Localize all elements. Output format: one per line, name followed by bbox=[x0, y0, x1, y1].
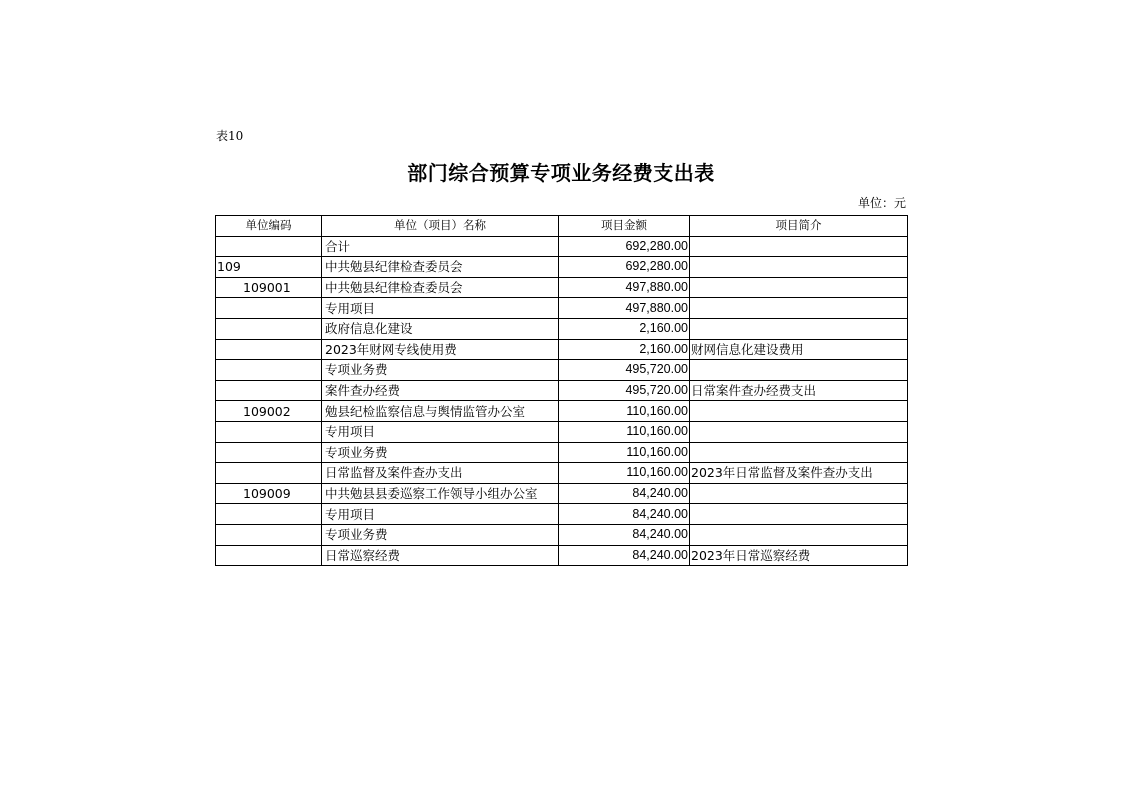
cell-project-intro bbox=[690, 257, 908, 278]
cell-project-intro bbox=[690, 524, 908, 545]
cell-unit-code bbox=[216, 463, 322, 484]
cell-project-intro bbox=[690, 504, 908, 525]
cell-project-intro bbox=[690, 277, 908, 298]
table-row bbox=[216, 504, 908, 525]
cell-unit-code: 109009 bbox=[216, 483, 322, 504]
cell-unit-name: 专用项目 bbox=[322, 421, 559, 442]
table-row bbox=[216, 442, 908, 463]
table-row bbox=[216, 298, 908, 319]
cell-project-intro: 2023年日常监督及案件查办支出 bbox=[690, 463, 908, 484]
cell-unit-name: 专项业务费 bbox=[322, 524, 559, 545]
table-row bbox=[216, 545, 908, 566]
table-header-row bbox=[216, 216, 908, 237]
cell-unit-code bbox=[216, 339, 322, 360]
table-row bbox=[216, 339, 908, 360]
cell-project-intro bbox=[690, 298, 908, 319]
table-row bbox=[216, 380, 908, 401]
cell-project-intro bbox=[690, 318, 908, 339]
table-row bbox=[216, 277, 908, 298]
cell-unit-code bbox=[216, 504, 322, 525]
cell-unit-name: 合计 bbox=[322, 236, 559, 257]
cell-project-intro: 2023年日常巡察经费 bbox=[690, 545, 908, 566]
cell-amount: 2,160.00 bbox=[559, 339, 690, 360]
unit-label: 单位：元 bbox=[857, 196, 906, 210]
table-row bbox=[216, 360, 908, 381]
cell-project-intro bbox=[690, 360, 908, 381]
cell-unit-name: 日常监督及案件查办支出 bbox=[322, 463, 559, 484]
cell-amount: 495,720.00 bbox=[559, 380, 690, 401]
cell-project-intro: 日常案件查办经费支出 bbox=[690, 380, 908, 401]
cell-unit-name: 2023年财网专线使用费 bbox=[322, 339, 559, 360]
cell-unit-name: 勉县纪检监察信息与舆情监管办公室 bbox=[322, 401, 559, 422]
cell-project-intro bbox=[690, 483, 908, 504]
cell-unit-name: 政府信息化建设 bbox=[322, 318, 559, 339]
page-title: 部门综合预算专项业务经费支出表 bbox=[407, 161, 715, 185]
header-name: 单位（项目）名称 bbox=[322, 216, 559, 237]
cell-unit-name: 专项业务费 bbox=[322, 442, 559, 463]
cell-project-intro bbox=[690, 421, 908, 442]
cell-unit-name: 中共勉县县委巡察工作领导小组办公室 bbox=[322, 483, 559, 504]
cell-unit-name: 专用项目 bbox=[322, 504, 559, 525]
cell-amount: 110,160.00 bbox=[559, 401, 690, 422]
cell-amount: 84,240.00 bbox=[559, 524, 690, 545]
cell-unit-code: 109 bbox=[216, 257, 322, 278]
table-body bbox=[216, 236, 908, 566]
table-row bbox=[216, 463, 908, 484]
table-row bbox=[216, 257, 908, 278]
cell-project-intro bbox=[690, 442, 908, 463]
table-row bbox=[216, 401, 908, 422]
cell-unit-code bbox=[216, 545, 322, 566]
cell-unit-code bbox=[216, 421, 322, 442]
cell-amount: 495,720.00 bbox=[559, 360, 690, 381]
cell-amount: 497,880.00 bbox=[559, 298, 690, 319]
cell-amount: 84,240.00 bbox=[559, 504, 690, 525]
cell-unit-code bbox=[216, 442, 322, 463]
cell-unit-code bbox=[216, 380, 322, 401]
cell-project-intro bbox=[690, 401, 908, 422]
budget-table bbox=[215, 215, 908, 566]
cell-unit-code bbox=[216, 236, 322, 257]
cell-project-intro bbox=[690, 236, 908, 257]
cell-project-intro: 财网信息化建设费用 bbox=[690, 339, 908, 360]
cell-amount: 84,240.00 bbox=[559, 545, 690, 566]
table-row bbox=[216, 421, 908, 442]
header-intro: 项目简介 bbox=[690, 216, 908, 237]
cell-unit-name: 专项业务费 bbox=[322, 360, 559, 381]
header-code: 单位编码 bbox=[216, 216, 322, 237]
cell-unit-code bbox=[216, 318, 322, 339]
table-number: 表10 bbox=[216, 129, 244, 143]
header-amount: 项目金额 bbox=[559, 216, 690, 237]
cell-amount: 110,160.00 bbox=[559, 463, 690, 484]
table-row bbox=[216, 524, 908, 545]
cell-amount: 110,160.00 bbox=[559, 442, 690, 463]
table-row bbox=[216, 318, 908, 339]
cell-amount: 2,160.00 bbox=[559, 318, 690, 339]
cell-unit-code: 109001 bbox=[216, 277, 322, 298]
cell-amount: 692,280.00 bbox=[559, 257, 690, 278]
cell-amount: 110,160.00 bbox=[559, 421, 690, 442]
cell-unit-name: 中共勉县纪律检查委员会 bbox=[322, 277, 559, 298]
cell-unit-code bbox=[216, 524, 322, 545]
table-row bbox=[216, 236, 908, 257]
cell-unit-name: 日常巡察经费 bbox=[322, 545, 559, 566]
cell-unit-code: 109002 bbox=[216, 401, 322, 422]
cell-unit-name: 案件查办经费 bbox=[322, 380, 559, 401]
cell-amount: 497,880.00 bbox=[559, 277, 690, 298]
cell-unit-code bbox=[216, 360, 322, 381]
cell-unit-name: 中共勉县纪律检查委员会 bbox=[322, 257, 559, 278]
table-row bbox=[216, 483, 908, 504]
cell-amount: 692,280.00 bbox=[559, 236, 690, 257]
cell-unit-code bbox=[216, 298, 322, 319]
cell-unit-name: 专用项目 bbox=[322, 298, 559, 319]
cell-amount: 84,240.00 bbox=[559, 483, 690, 504]
